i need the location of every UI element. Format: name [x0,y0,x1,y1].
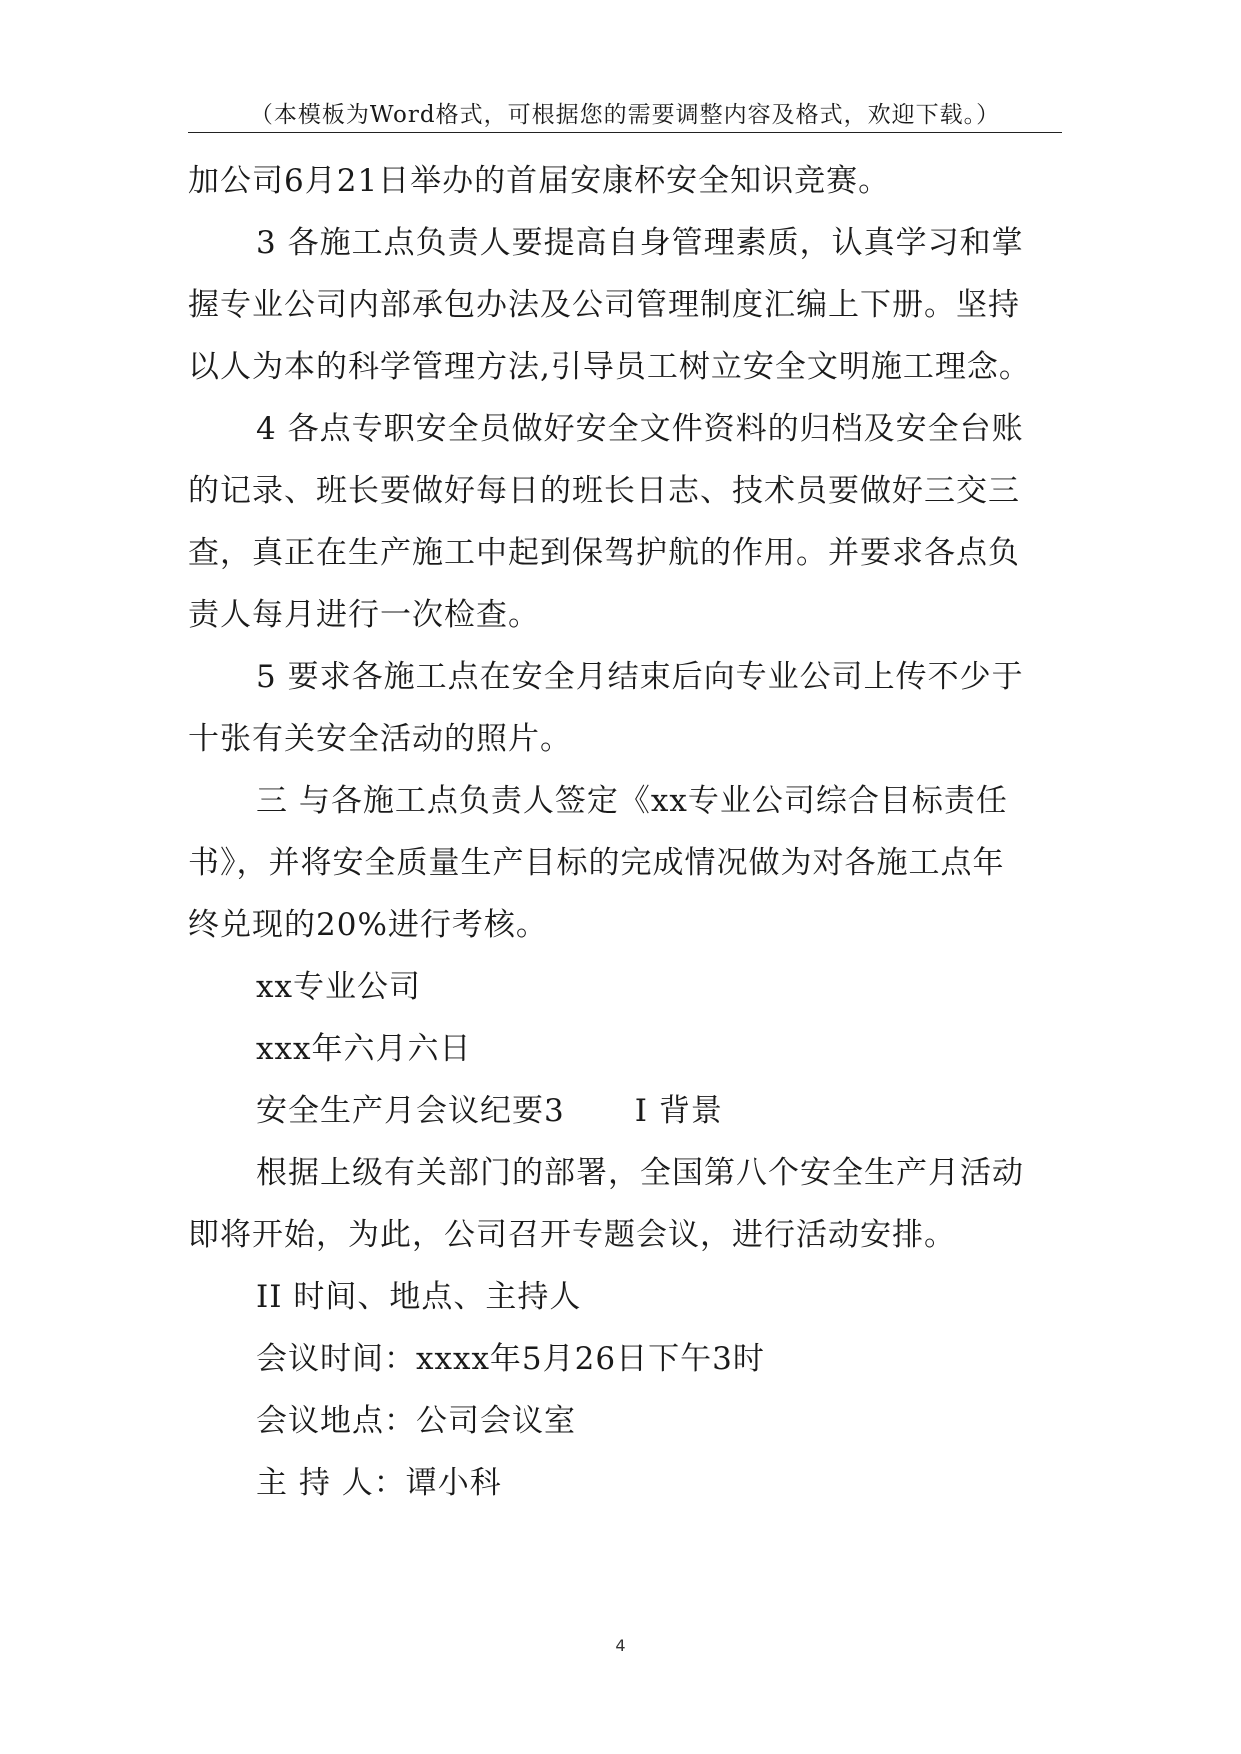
meeting-location: 会议地点：公司会议室 [256,1403,576,1439]
paragraph-line: 以人为本的科学管理方法,引导员工树立安全文明施工理念。 [188,349,1031,385]
time-place-host-heading: II 时间、地点、主持人 [256,1279,582,1315]
company-signature: xx专业公司 [256,969,421,1005]
background-line: 根据上级有关部门的部署，全国第八个安全生产月活动 [256,1155,1024,1191]
paragraph-line: 4 各点专职安全员做好安全文件资料的归档及安全台账 [256,411,1024,447]
paragraph-line: 加公司6月21日举办的首届安康杯安全知识竞赛。 [188,163,891,199]
meeting-title-line [188,1080,1062,1142]
background-heading: I 背景 [634,1093,723,1129]
paragraph-line: 三 与各施工点负责人签定《xx专业公司综合目标责任 [256,783,1008,819]
template-note-header: （本模板为Word格式，可根据您的需要调整内容及格式，欢迎下载。） [249,102,1001,128]
paragraph-line: 握专业公司内部承包办法及公司管理制度汇编上下册。坚持 [188,287,1020,323]
paragraph-line: 查，真正在生产施工中起到保驾护航的作用。并要求各点负 [188,535,1020,571]
meeting-title: 安全生产月会议纪要3 [256,1093,565,1129]
paragraph-line: 十张有关安全活动的照片。 [188,721,572,757]
paragraph-line: 5 要求各施工点在安全月结束后向专业公司上传不少于 [256,659,1024,695]
meeting-time: 会议时间：xxxx年5月26日下午3时 [256,1341,765,1377]
page-number: 4 [615,1636,626,1655]
paragraph-line: 的记录、班长要做好每日的班长日志、技术员要做好三交三 [188,473,1020,509]
meeting-host: 主 持 人：谭小科 [256,1465,502,1501]
paragraph-line: 3 各施工点负责人要提高自身管理素质，认真学习和掌 [256,225,1024,261]
signature-date: xxx年六月六日 [256,1031,472,1067]
background-line: 即将开始，为此，公司召开专题会议，进行活动安排。 [188,1217,956,1253]
paragraph-line: 书》，并将安全质量生产目标的完成情况做为对各施工点年 [188,845,1005,881]
paragraph-line: 责人每月进行一次检查。 [188,597,540,633]
paragraph-line: 终兑现的20%进行考核。 [188,907,548,943]
document-body [188,150,1062,1514]
header-rule [188,132,1062,133]
